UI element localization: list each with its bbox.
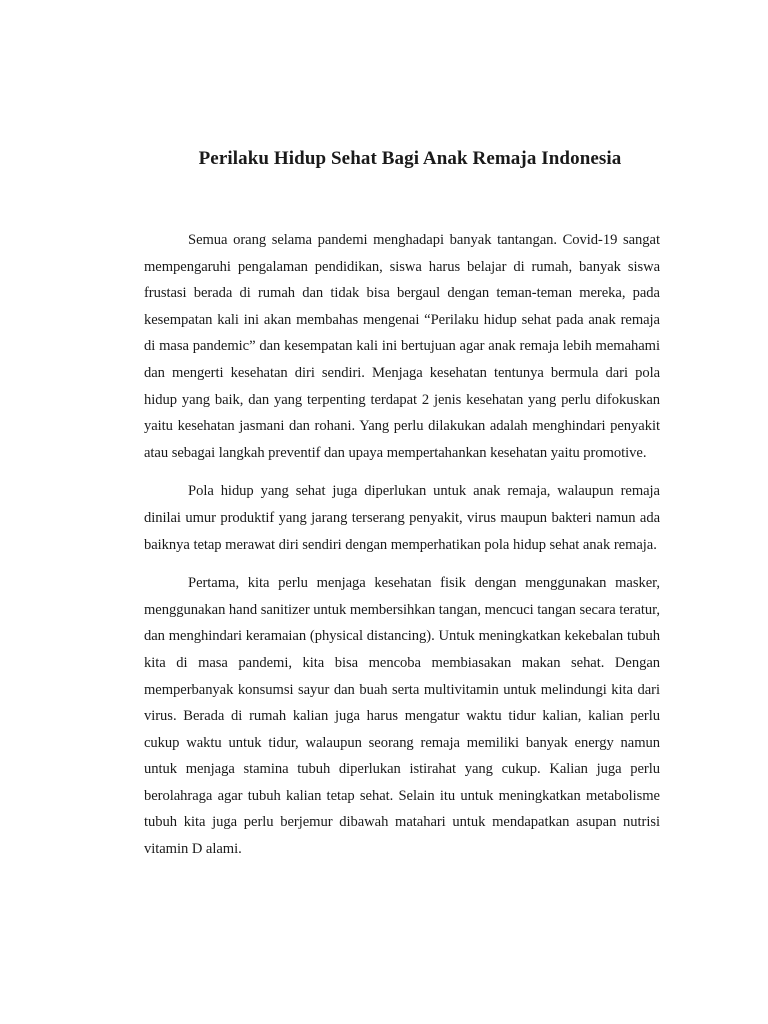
paragraph-1: Semua orang selama pandemi menghadapi banyak tantangan. Covid-19 sangat mempengaruhi pengalaman pendidikan, siswa harus belajar di rumah, banyak siswa frustasi berada di rumah dan tidak bisa bergaul dengan teman-teman mereka, pada kesempatan kali ini akan membahas mengenai “Perilaku hidup sehat pada anak remaja di masa pandemic” dan kesempatan kali ini bertujuan agar anak remaja lebih memahami dan mengerti kesehatan diri sendiri. Menjaga kesehatan tentunya bermula dari pola hidup yang baik, dan yang terpenting terdapat 2 jenis kesehatan yang perlu difokuskan yaitu kesehatan jasmani dan rohani. Yang perlu dilakukan adalah menghindari penyakit atau sebagai langkah preventif dan upaya mempertahankan kesehatan yaitu promotive.	[144, 232, 660, 461]
paragraph-3: Pertama, kita perlu menjaga kesehatan fisik dengan menggunakan masker, menggunakan hand sanitizer untuk membersihkan tangan, mencuci tangan secara teratur, dan menghindari keramaian (physical distancing). Untuk meningkatkan kekebalan tubuh kita di masa pandemi, kita bisa mencoba membiasakan makan sehat. Dengan memperbanyak konsumsi sayur dan buah serta multivitamin untuk melindungi kita dari virus. Berada di rumah kalian juga harus mengatur waktu tidur kalian, kalian perlu cukup waktu untuk tidur, walaupun seorang remaja memiliki banyak energy namun untuk menjaga stamina tubuh diperlukan istirahat yang cukup. Kalian juga perlu berolahraga agar tubuh kalian tetap sehat. Selain itu untuk meningkatkan metabolisme tubuh kita juga perlu berjemur dibawah matahari untuk mendapatkan asupan nutrisi vitamin D alami.	[144, 575, 660, 858]
document-title: Perilaku Hidup Sehat Bagi Anak Remaja Indonesia	[198, 148, 622, 169]
paragraph-2: Pola hidup yang sehat juga diperlukan untuk anak remaja, walaupun remaja dinilai umur produktif yang jarang terserang penyakit, virus maupun bakteri namun ada baiknya tetap merawat diri sendiri dengan memperhatikan pola hidup sehat anak remaja.	[144, 483, 660, 553]
document-body	[144, 227, 660, 875]
